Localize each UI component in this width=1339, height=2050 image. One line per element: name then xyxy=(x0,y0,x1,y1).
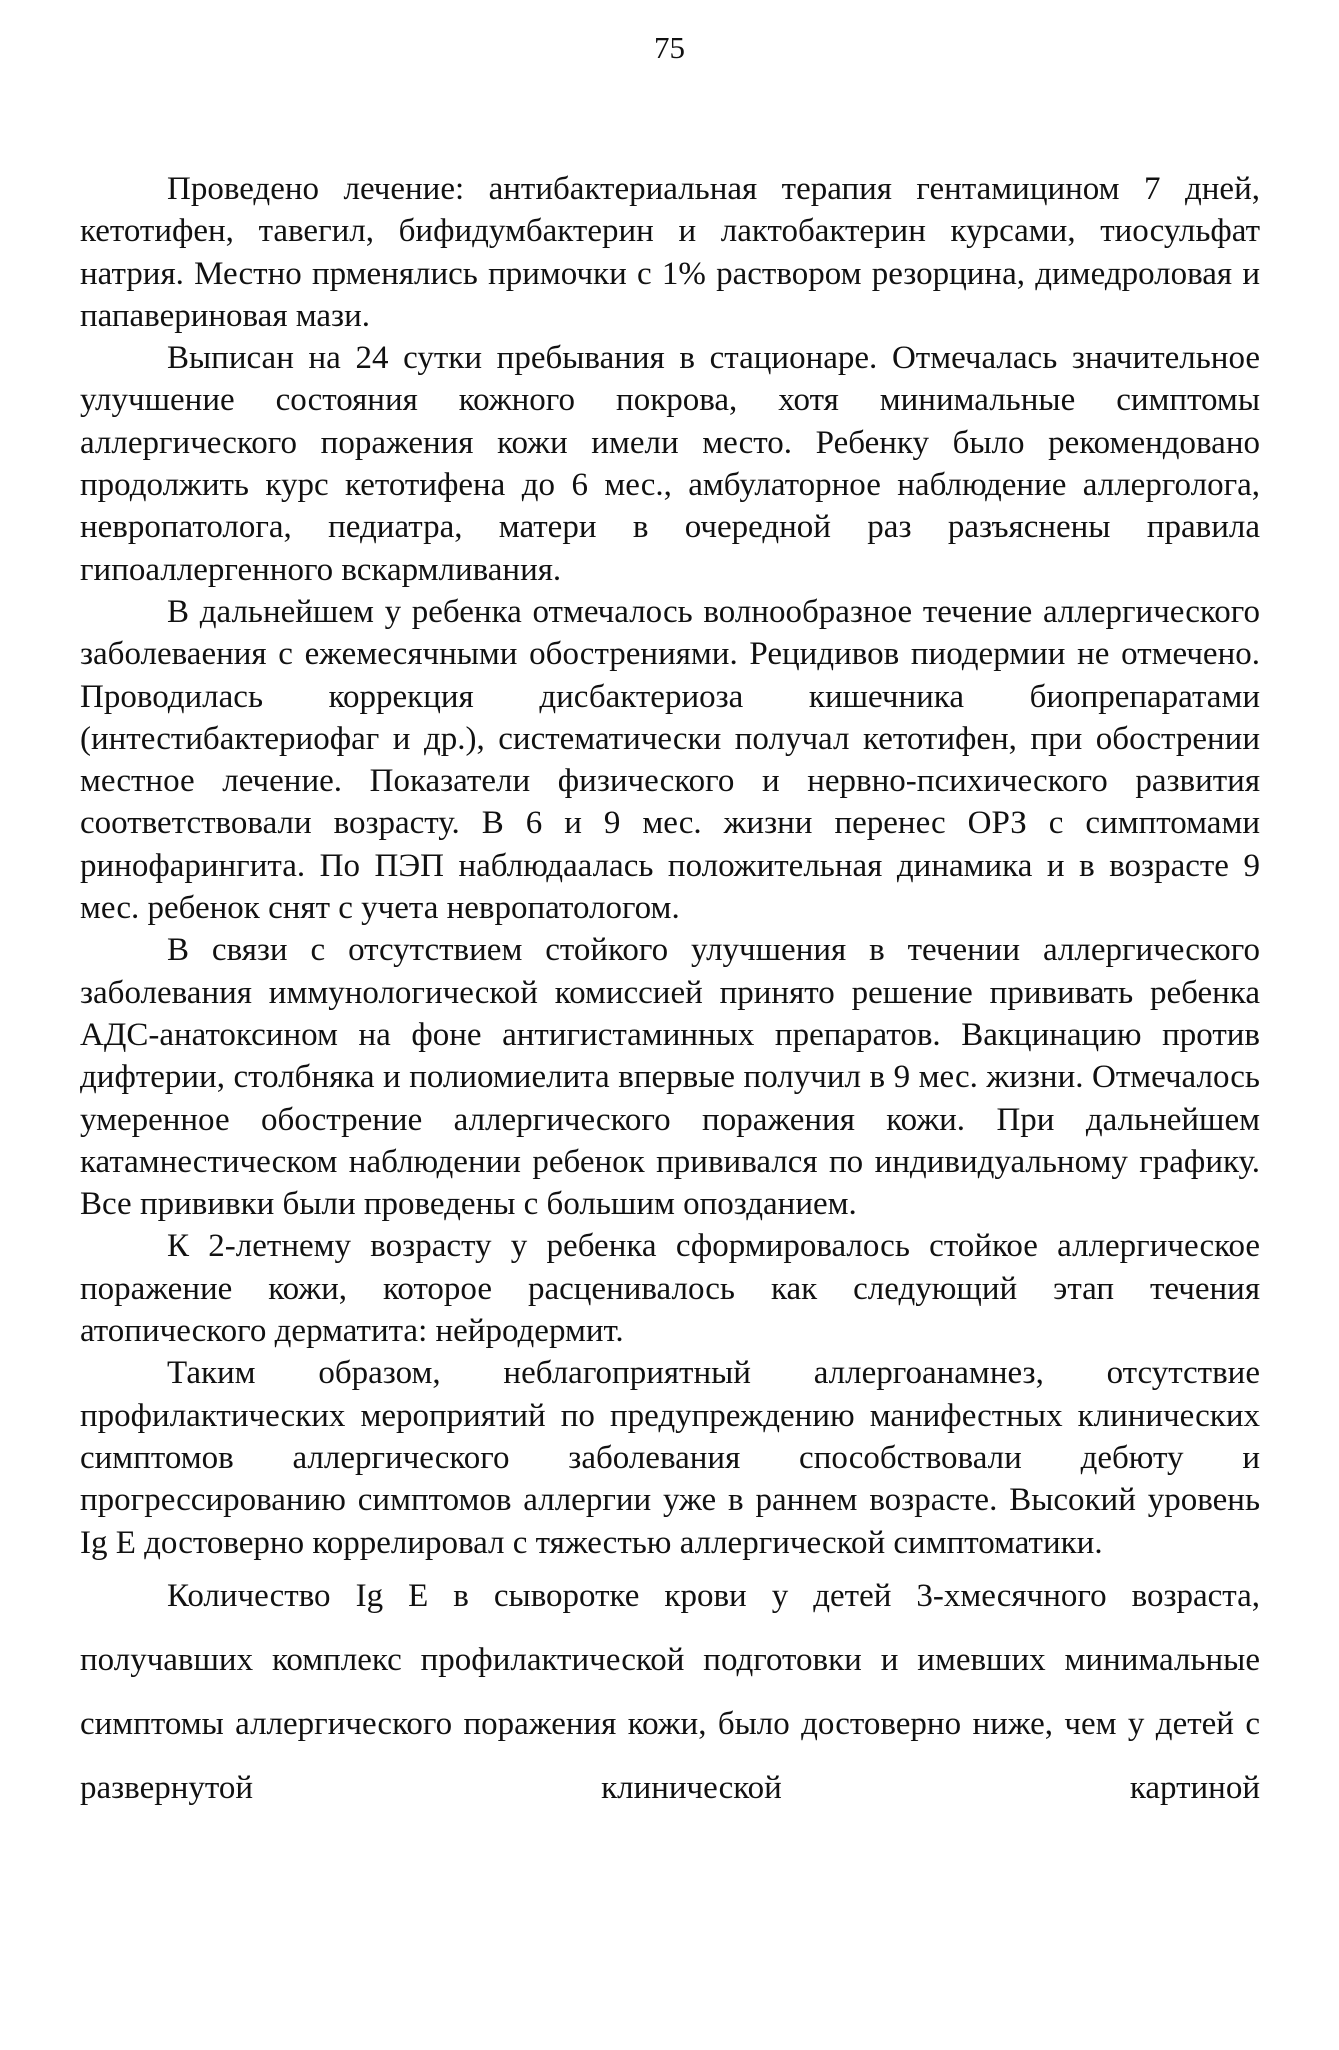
paragraph-conclusion: Таким образом, неблагоприятный аллергоанамнез, отсутствие профилактических мероприятий по предупреждению манифестных клинических симптомов аллергического заболевания способствовали дебюту и прогрессированию симптомов аллергии уже в раннем возрасте. Высокий уровень Ig E достоверно коррелировал с тяжестью аллергической симптоматики. xyxy=(80,1355,1260,1561)
paragraph-discharge: Выписан на 24 сутки пребывания в стационаре. Отмечалась значительное улучшение состояния кожного покрова, хотя минимальные симптомы аллергического поражения кожи имели место. Ребенку было рекомендовано продолжить курс кетотифена до 6 мес., амбулаторное наблюдение аллерголога, невропатолога, педиатра, матери в очередной раз разъяснены правила гипоаллергенного вскармливания. xyxy=(80,340,1260,588)
paragraph-treatment: Проведено лечение: антибактериальная терапия гентамицином 7 дней, кетотифен, тавегил, бифидумбактерин и лактобактерин курсами, тиосульфат натрия. Местно прменялись примочки с 1% раствором резорцина, димедроловая и папавериновая мази. xyxy=(80,171,1260,334)
paragraph-vaccination: В связи с отсутствием стойкого улучшения в течении аллергического заболевания иммунологической комиссией принято решение прививать ребенка АДС-анатоксином на фоне антигистаминных препаратов. Вакцинацию против дифтерии, столбняка и полиомиелита впервые получил в 9 мес. жизни. Отмечалось умеренное обострение аллергического поражения кожи. При дальнейшем катамнестическом наблюдении ребенок прививался по индивидуальному графику. Все прививки были проведены с большим опозданием. xyxy=(80,932,1260,1223)
paragraph-ige-levels: Количество Ig E в сыворотке крови у детей 3-хмесячного возраста, получавших комплекс профилактической подготовки и имевших минимальные симптомы аллергического поражения кожи, было достоверно ниже, чем у детей с развернутой клинической картиной xyxy=(80,1577,1260,1806)
page-number: 75 xyxy=(654,30,685,65)
paragraph-follow-up: В дальнейшем у ребенка отмечалось волнообразное течение аллергического заболеваения с ежемесячными обострениями. Рецидивов пиодермии не отмечено. Проводилась коррекция дисбактериоза кишечника биопрепаратами (интестибактериофаг и др.), систематически получал кетотифен, при обострении местное лечение. Показатели физического и нервно-психического развития соответствовали возрасту. В 6 и 9 мес. жизни перенес ОРЗ с симптомами ринофарингита. По ПЭП наблюдаалась положительная динамика и в возрасте 9 мес. ребенок снят с учета невропатологом. xyxy=(80,593,1260,927)
paragraph-neurodermatitis: К 2-летнему возрасту у ребенка сформировалось стойкое аллергическое поражение кожи, которое расценивалось как следующий этап течения атопического дерматита: нейродермит. xyxy=(80,1228,1260,1350)
body-text xyxy=(80,168,1260,1820)
